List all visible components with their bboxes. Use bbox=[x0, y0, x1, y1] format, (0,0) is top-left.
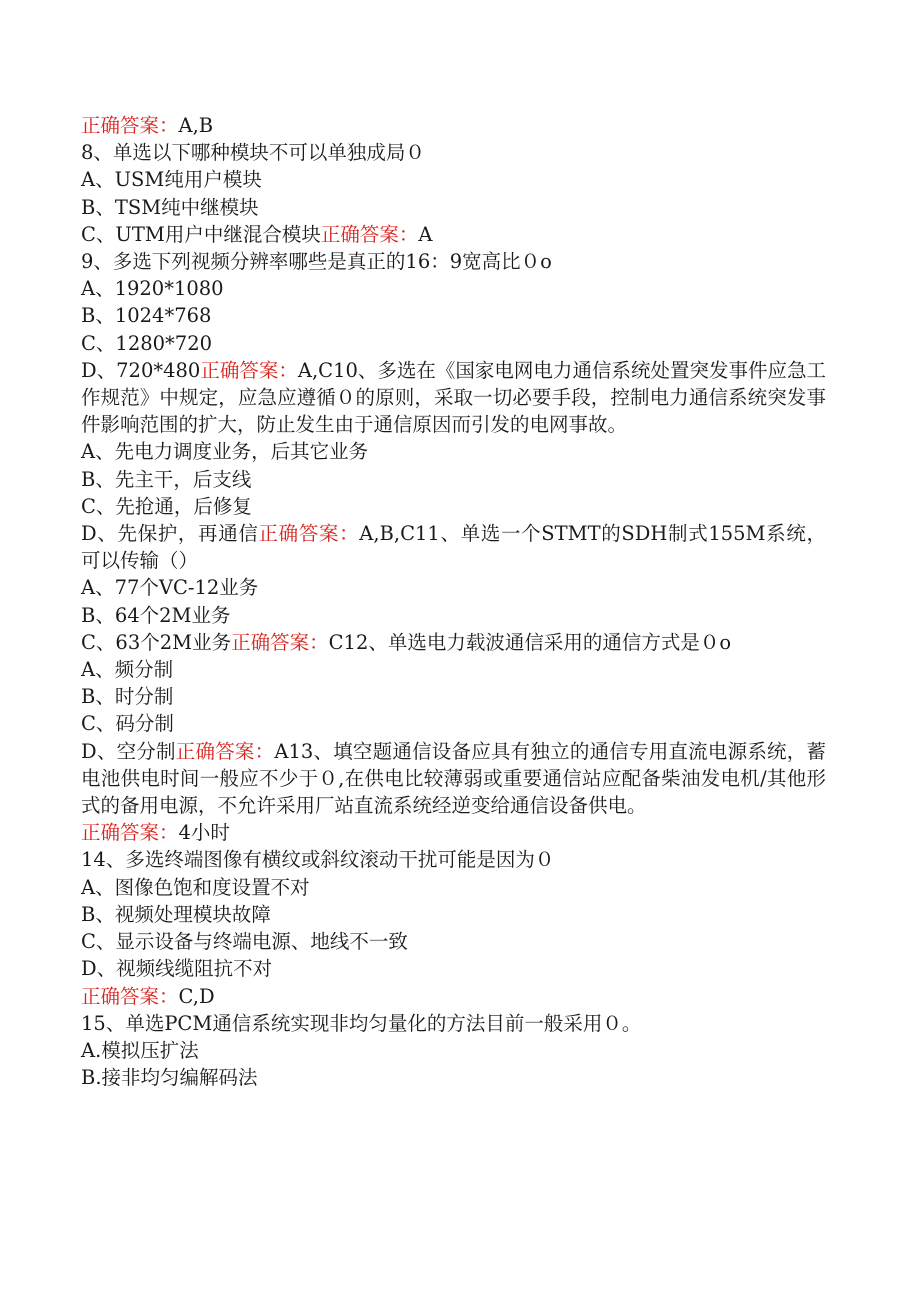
answer-value: A bbox=[274, 739, 289, 763]
answer-label: 正确答案： bbox=[231, 630, 329, 654]
option-12c: C、码分制 bbox=[81, 712, 174, 736]
answer-value: A,B bbox=[178, 114, 214, 137]
question-10: 10、多选在《国家电网电力通信系统处置突发事件应急工作规范》中规定，应急应遵循０的原则，采取一切必要手段，控制电力通信系统突发事件影响范围的扩大，防止发生由于通信原因而引发的电网事故。 bbox=[81, 358, 826, 437]
option-11c: C、63个2M业务 bbox=[81, 630, 232, 654]
option-11c-and-question-12 bbox=[81, 629, 826, 656]
option-8a: A、USM纯用户模块 bbox=[81, 168, 262, 192]
option-12a: A、频分制 bbox=[81, 658, 174, 682]
answer-line-14 bbox=[81, 983, 826, 1010]
answer-label: 正确答案： bbox=[81, 984, 179, 1008]
question-13: 13、填空题通信设备应具有独立的通信专用直流电源系统，蓄电池供电时间一般应不少于０,在供电比较薄弱或重要通信站应配备柴油发电机/其他形式的备用电源，不允许采用厂站直流系统经逆变给通信设备供电。 bbox=[81, 739, 826, 818]
question-9: 9、多选下列视频分辨率哪些是真正的16：9宽高比０o bbox=[81, 250, 552, 274]
question-12: 12、单选电力载波通信采用的通信方式是０o bbox=[343, 630, 732, 654]
option-10d: D、先保护，再通信 bbox=[81, 522, 259, 546]
answer-label: 正确答案： bbox=[320, 222, 419, 246]
option-10d-and-question-11 bbox=[81, 520, 826, 574]
answer-line-13 bbox=[81, 819, 826, 846]
question-14: 14、多选终端图像有横纹或斜纹滚动干扰可能是因为０ bbox=[81, 848, 555, 872]
answer-label: 正确答案： bbox=[81, 821, 179, 845]
answer-label: 正确答案： bbox=[258, 522, 360, 546]
option-12b: B、时分制 bbox=[81, 685, 174, 709]
option-12d: D、空分制 bbox=[81, 739, 176, 763]
option-15b: B.接非均匀编解码法 bbox=[81, 1066, 258, 1090]
option-11a: A、77个VC-12业务 bbox=[81, 576, 259, 600]
option-9b: B、1024*768 bbox=[81, 304, 212, 328]
answer-value: C,D bbox=[178, 984, 215, 1008]
answer-value: A bbox=[418, 222, 433, 246]
option-10b: B、先主干，后支线 bbox=[81, 467, 252, 491]
option-9d: D、720*480 bbox=[81, 358, 201, 382]
option-8c-line bbox=[81, 221, 826, 248]
document-page bbox=[81, 112, 826, 1091]
option-8b: B、TSM纯中继模块 bbox=[81, 195, 259, 219]
option-10c: C、先抢通，后修复 bbox=[81, 494, 252, 518]
option-9a: A、1920*1080 bbox=[81, 277, 224, 301]
question-8: 8、单选以下哪种模块不可以单独成局０ bbox=[81, 141, 425, 165]
answer-label: 正确答案： bbox=[175, 739, 275, 763]
option-8c: C、UTM用户中继混合模块 bbox=[81, 222, 321, 246]
option-11b: B、64个2M业务 bbox=[81, 603, 231, 627]
option-12d-and-question-13 bbox=[81, 738, 826, 820]
option-14b: B、视频处理模块故障 bbox=[81, 902, 271, 926]
answer-value: C bbox=[328, 630, 344, 654]
option-14a: A、图像色饱和度设置不对 bbox=[81, 875, 310, 899]
answer-line bbox=[81, 112, 826, 139]
question-11: 11、单选一个STMT的SDH制式155M系统，可以传输（） bbox=[81, 522, 826, 573]
answer-label: 正确答案： bbox=[200, 358, 298, 382]
answer-label: 正确答案： bbox=[81, 114, 179, 137]
answer-value: A,B,C bbox=[359, 522, 416, 546]
option-9d-and-question-10 bbox=[81, 357, 826, 439]
option-10a: A、先电力调度业务，后其它业务 bbox=[81, 440, 369, 464]
answer-value: A,C bbox=[297, 358, 334, 382]
question-15: 15、单选PCM通信系统实现非均匀量化的方法目前一般采用０。 bbox=[81, 1011, 642, 1035]
option-9c: C、1280*720 bbox=[81, 331, 213, 355]
answer-value: 4小时 bbox=[178, 821, 230, 845]
option-15a: A.模拟压扩法 bbox=[81, 1038, 199, 1062]
option-14c: C、显示设备与终端电源、地线不一致 bbox=[81, 930, 408, 954]
option-14d: D、视频线缆阻抗不对 bbox=[81, 957, 273, 981]
